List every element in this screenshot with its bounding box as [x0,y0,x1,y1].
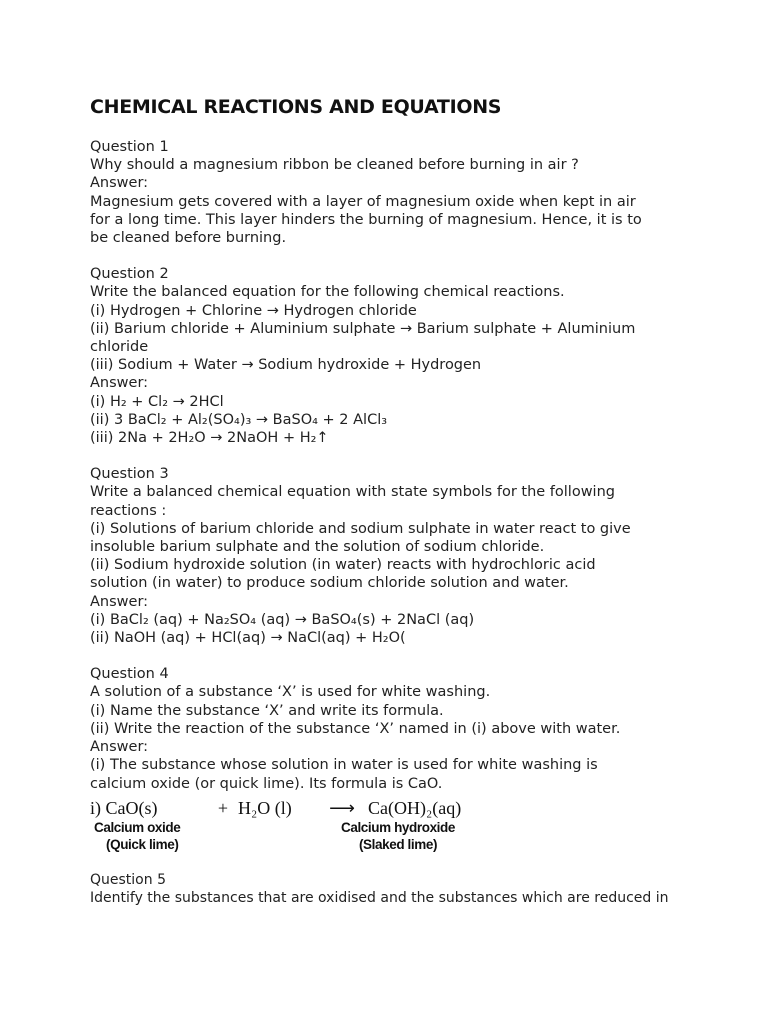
question-text: A solution of a substance ‘X’ is used for white washing. [90,684,491,701]
reaction-labels-row-1 [90,819,710,836]
document-title: CHEMICAL REACTIONS AND EQUATIONS [90,96,502,118]
question-text: insoluble barium sulphate and the solution of sodium chloride. [90,539,545,556]
question-text: Identify the substances that are oxidised and the substances which are reduced in [90,889,669,906]
question-heading: Question 5 [90,871,166,888]
document-page [90,94,710,925]
question-part: (ii) Barium chloride + Aluminium sulphate → Barium sulphate + Aluminium [90,320,636,337]
answer-equation: (iii) 2Na + 2H₂O → 2NaOH + H₂↑ [90,430,329,447]
question-text: reactions : [90,502,167,519]
question-text: solution (in water) to produce sodium chloride solution and water. [90,575,569,592]
answer-text: for a long time. This layer hinders the burning of magnesium. Hence, it is to [90,211,642,228]
product-common-name: (Slaked lime) [358,836,438,852]
reaction-arrow: ⟶ [329,797,355,818]
answer-equation: (ii) NaOH (aq) + HCl(aq) → NaCl(aq) + H₂O( [90,630,406,647]
reaction-equation [90,797,710,819]
answer-text: (i) The substance whose solution in water is used for white washing is [90,757,598,774]
answer-label: Answer: [90,593,149,610]
reactant-cao: i) CaO(s) [90,797,158,818]
answer-equation: (ii) 3 BaCl₂ + Al₂(SO₄)₃ → BaSO₄ + 2 AlCl₃ [90,411,388,428]
question-heading: Question 4 [90,666,169,683]
answer-label: Answer: [90,175,149,192]
answer-label: Answer: [90,739,149,756]
plus-sign: + [217,797,229,818]
question-4 [90,665,710,852]
answer-equation: (i) BaCl₂ (aq) + Na₂SO₄ (aq) → BaSO₄(s) + 2NaCl (aq) [90,611,475,628]
question-text: (ii) Sodium hydroxide solution (in water) reacts with hydrochloric acid [90,557,596,574]
answer-text: be cleaned before burning. [90,230,287,247]
reactant-common-name: (Quick lime) [106,836,179,852]
reaction-equation-figure [90,797,710,853]
reactant-label: Calcium oxide [94,819,181,835]
product-label: Calcium hydroxide [341,819,455,835]
question-text: Why should a magnesium ribbon be cleaned before burning in air ? [90,157,579,174]
question-1 [90,138,710,247]
question-5 [90,871,710,907]
answer-equation: (i) H₂ + Cl₂ → 2HCl [90,393,224,410]
answer-text: calcium oxide (or quick lime). Its formula is CaO. [90,775,443,792]
question-heading: Question 2 [90,266,169,283]
question-text: (ii) Write the reaction of the substance ‘X’ named in (i) above with water. [90,720,621,737]
answer-text: Magnesium gets covered with a layer of magnesium oxide when kept in air [90,193,636,210]
question-3 [90,465,710,647]
answer-label: Answer: [90,375,149,392]
question-text: (i) Name the substance ‘X’ and write its formula. [90,702,444,719]
product-calcium-hydroxide: Ca(OH)₂(aq) [368,797,462,818]
question-heading: Question 3 [90,466,169,483]
reaction-labels-row-2 [90,836,710,853]
question-text: Write the balanced equation for the following chemical reactions. [90,284,565,301]
question-heading: Question 1 [90,139,169,155]
question-part: (iii) Sodium + Water → Sodium hydroxide + Hydrogen [90,357,482,374]
question-text: Write a balanced chemical equation with state symbols for the following [90,484,615,501]
question-text: (i) Solutions of barium chloride and sodium sulphate in water react to give [90,520,631,537]
question-2 [90,265,710,447]
question-part: (i) Hydrogen + Chlorine → Hydrogen chloride [90,302,417,319]
reactant-water: H₂O (l) [238,797,292,818]
question-part: chloride [90,339,149,356]
